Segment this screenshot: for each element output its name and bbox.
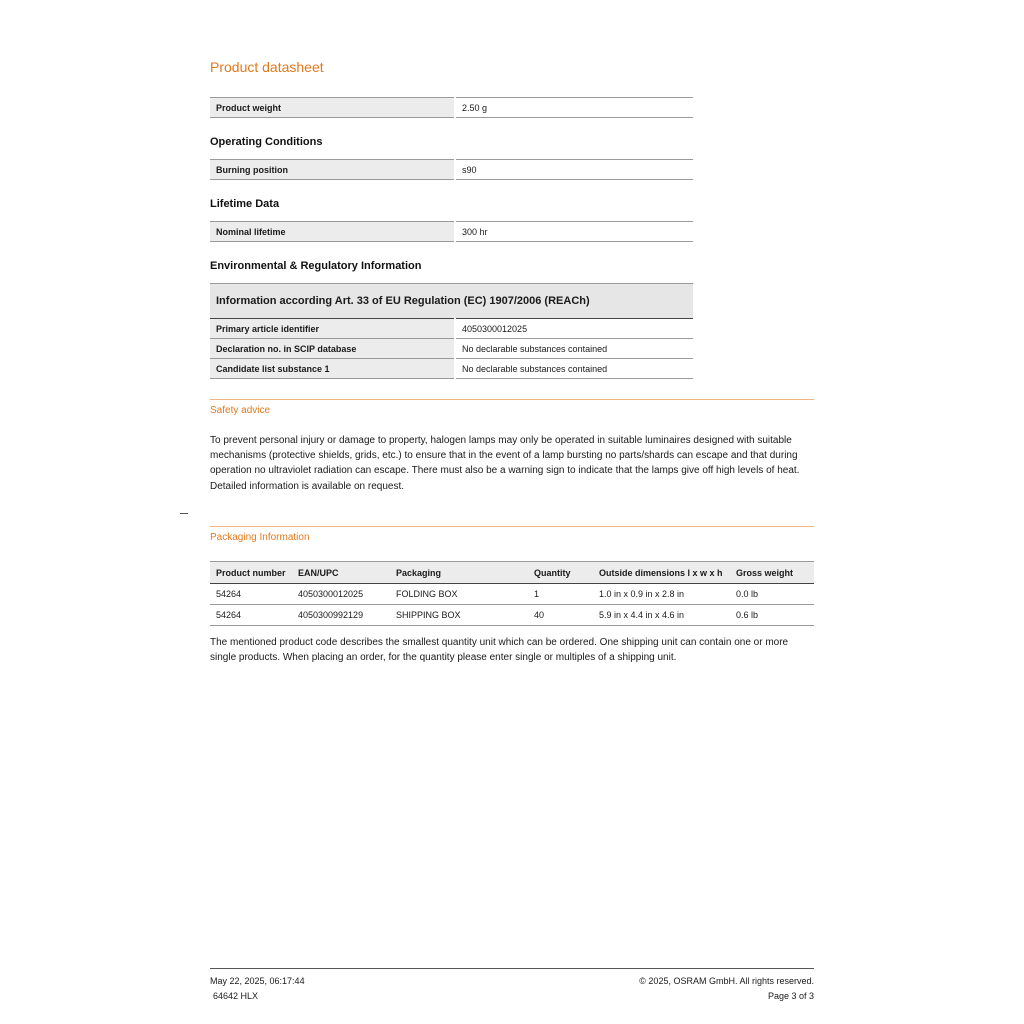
product-weight-value: 2.50 g [455, 98, 693, 118]
cell-packaging: FOLDING BOX [390, 584, 528, 605]
cell-outside-dimensions: 1.0 in x 0.9 in x 2.8 in [593, 584, 730, 605]
cell-product-number: 54264 [210, 584, 292, 605]
product-weight-table [210, 97, 693, 118]
cell-ean-upc: 4050300012025 [292, 584, 390, 605]
col-ean-upc: EAN/UPC [292, 562, 390, 584]
cell-outside-dimensions: 5.9 in x 4.4 in x 4.6 in [593, 605, 730, 626]
burning-position-value: s90 [455, 160, 693, 180]
table-row [210, 584, 814, 605]
footer-copyright: © 2025, OSRAM GmbH. All rights reserved. [639, 976, 814, 986]
safety-advice-text: To prevent personal injury or damage to property, halogen lamps may only be operated in suitable luminaires designed with suitable mechanisms (protective shields, grids, etc.) to ensure that in the event of a lamp bursting no parts/shards can escape and that during operation no ultraviolet radiation can escape. There must also be a warning sign to indicate that the lamps give off high levels of heat. Detailed information is available on request. [210, 435, 800, 492]
table-row [210, 222, 693, 242]
packaging-heading: Packaging Information [210, 532, 310, 543]
primary-article-identifier-value: 4050300012025 [455, 319, 693, 339]
cell-product-number: 54264 [210, 605, 292, 626]
candidate-substance-value: No declarable substances contained [455, 359, 693, 379]
nominal-lifetime-label: Nominal lifetime [210, 222, 455, 242]
page-title: Product datasheet [210, 59, 324, 75]
packaging-header-row [210, 562, 814, 584]
footer-product-code: 64642 HLX [213, 991, 259, 1001]
table-row [210, 359, 693, 379]
environmental-heading: Environmental & Regulatory Information [210, 260, 422, 272]
cell-packaging: SHIPPING BOX [390, 605, 528, 626]
packaging-divider [210, 526, 814, 527]
cell-quantity: 40 [528, 605, 593, 626]
table-row [210, 98, 693, 118]
cell-gross-weight: 0.6 lb [730, 605, 814, 626]
safety-advice-heading: Safety advice [210, 405, 271, 416]
burning-position-label: Burning position [210, 160, 455, 180]
footer-timestamp: May 22, 2025, 06:17:44 [210, 976, 305, 986]
scip-declaration-value: No declarable substances contained [455, 339, 693, 359]
table-row [210, 605, 814, 626]
col-packaging: Packaging [390, 562, 528, 584]
col-quantity: Quantity [528, 562, 593, 584]
col-gross-weight: Gross weight [730, 562, 814, 584]
primary-article-identifier-label: Primary article identifier [210, 319, 455, 339]
table-header-row [210, 284, 693, 319]
lifetime-data-heading: Lifetime Data [210, 198, 280, 210]
footer-divider [210, 968, 814, 969]
reach-table-title: Information according Art. 33 of EU Regulation (EC) 1907/2006 (REACh) [210, 284, 693, 319]
operating-conditions-heading: Operating Conditions [210, 136, 323, 148]
col-outside-dimensions: Outside dimensions l x w x h [593, 562, 730, 584]
table-row [210, 319, 693, 339]
cell-gross-weight: 0.0 lb [730, 584, 814, 605]
scip-declaration-label: Declaration no. in SCIP database [210, 339, 455, 359]
candidate-substance-label: Candidate list substance 1 [210, 359, 455, 379]
cell-quantity: 1 [528, 584, 593, 605]
nominal-lifetime-value: 300 hr [455, 222, 693, 242]
footer-page-number: Page 3 of 3 [767, 991, 814, 1001]
operating-conditions-table [210, 159, 693, 180]
col-product-number: Product number [210, 562, 292, 584]
packaging-table [210, 561, 814, 626]
lifetime-data-table [210, 221, 693, 242]
cell-ean-upc: 4050300992129 [292, 605, 390, 626]
reach-table [210, 283, 693, 379]
margin-mark [180, 513, 188, 514]
table-row [210, 160, 693, 180]
table-row [210, 339, 693, 359]
product-weight-label: Product weight [210, 98, 455, 118]
safety-divider [210, 399, 814, 400]
packaging-note: The mentioned product code describes the smallest quantity unit which can be ordered. One shipping unit can contain one or more single products. When placing an order, for the quantity please enter single or multiples of a shipping unit. [210, 637, 789, 664]
